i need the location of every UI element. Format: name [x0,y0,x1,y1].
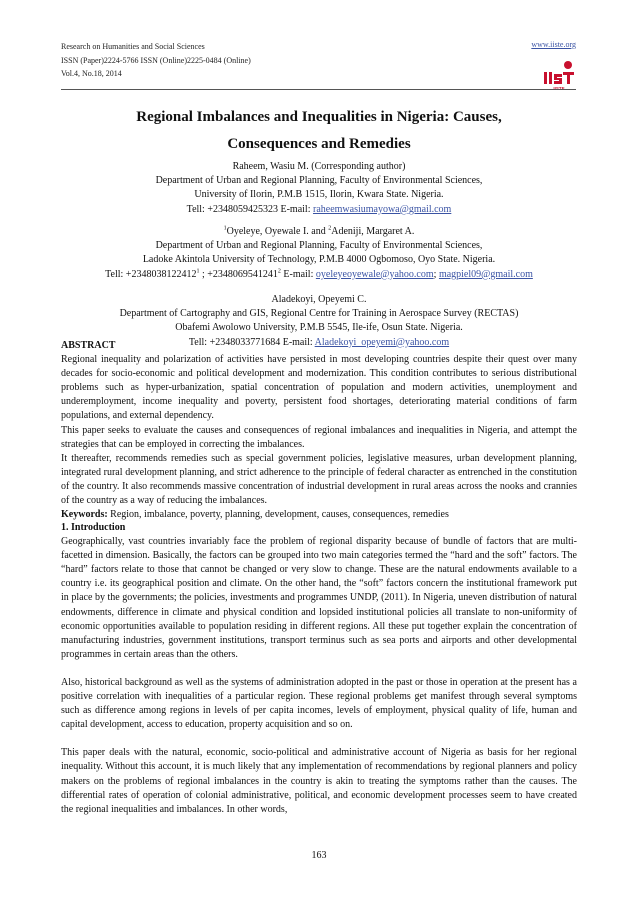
author-email-link[interactable]: raheemwasiumayowa@gmail.com [312,203,452,215]
author-department: Department of Cartography and GIS, Regional Centre for Training in Aerospace Survey (RECTAS) [119,308,519,320]
logo-dot-icon [564,61,572,69]
paper-title-line-2: Consequences and Remedies [227,136,411,152]
author-university: Obafemi Awolowo University, P.M.B 5545, Ile-ife, Osun State. Nigeria. [175,322,463,334]
author-university: Ladoke Akintola University of Technology, P.M.B 4000 Ogbomoso, Oyo State. Nigeria. [142,254,496,266]
journal-url-link[interactable]: www.iiste.org [531,40,576,49]
abstract-paragraph: It thereafter, recommends remedies such as special government policies, legislative measures, urban development planning, integrated rural development planning, and strict adherence to the principle of federal character as entrenched in the constitution of the country. It also recommends massive concentration of industrial development in rural areas across the nooks and crannies of the country as a way of reducing the imbalances. [61,452,577,507]
body-paragraph: This paper deals with the natural, economic, socio-political and administrative account of Nigeria as basis for her regional inequality. Without this account, it is much likely that any implementation of recommendations by regional planners and policy makers on the problems of regional imbalances in the country is akin to treating the symptoms rather than the causes. The differential rates of operation of colonial administrative, political, and economic development processes seem to have created the regional inequalities and imbalances. In other words, [61,747,577,815]
abstract-paragraph: Regional inequality and polarization of activities have persisted in most developing countries despite their quest over many decades for socio-economic and political development and modernization. This condition contributes to serious distributional problems such as hyper-urbanization, spatial concentration of population and modern activities, unemployment and underemployment, income inequality and poverty, persistent food shortages, deteriorating material conditions of farm populations, and external dependency. [61,354,577,422]
author-email-link[interactable]: Aladekoyi_opeyemi@yahoo.com [314,336,450,348]
author-name: Raheem, Wasiu M. (Corresponding author) [232,161,406,172]
author-contact: Tell: +2348033771684 E-mail: Aladekoyi_opeyemi@yahoo.com [188,336,450,348]
header-divider [61,89,576,90]
author-block-1 [40,160,598,217]
author-contact: Tell: +2348059425323 E-mail: raheemwasiumayowa@gmail.com [186,203,452,215]
body-paragraph: Also, historical background as well as the systems of administration adopted in the past or those in operation at the present has a positive correlation with inequalities of a particular region. These regional problems get manifest through several symptoms such as difference among regions in levels of per capita incomes, levels of employment, physical quality of life, human and capital development, access to education, property acquisition and so on. [61,676,577,731]
svg-text:IISTE: IISTE [553,86,565,91]
author-names: $^1$Oyeleye, Oyewale I. and $^2$Adeniji, Margaret A. [223,225,415,237]
body-paragraph: Geographically, vast countries invariably face the problem of regional disparity because of bundle of factors that are multi-facetted in dimension. Basically, the factors can be grouped into two main categories termed the “hard and the soft” factors. The “hard” factors relate to those that cannot be changed or very slow to change. These are the natural endowments available to a country i.e. its geographical position and climate. On the other hand, the “soft” factors concern the institutional framework put in place by the governments; the policies, investments and programmes UNDP, (2011). In Nigeria, uneven distribution of natural endowments, difference in climate and physical condition and lopsided institutional policies all translate to non-uniformity of economic opportunities available to population residing in different regions. All these put together explain the concentration of manufacturing industries, government institutions, transport terminus such as sea ports and airports and other developmental programmes in certain areas than the others. [61,536,577,660]
abstract-paragraph: This paper seeks to evaluate the causes and consequences of regional imbalances and inequalities in Nigeria, and attempt the strategies that can be employed in correcting the imbalances. [61,424,577,450]
author-name: Aladekoyi, Opeyemi C. [271,294,367,305]
page-number: 163 [311,850,327,861]
author-email-link[interactable]: oyeleyeoyewale@yahoo.com [315,268,434,280]
author-email-link-2[interactable]: magpiel09@gmail.com [438,268,533,280]
journal-volume: Vol.4, No.18, 2014 [61,69,122,78]
journal-name: Research on Humanities and Social Sciences [61,42,205,51]
paper-title-line-1: Regional Imbalances and Inequalities in Nigeria: Causes, [136,109,502,125]
author-contact: Tell: $+2348038122412^1$ ; $+2348069541241^2$ E-mail: oyeleyeoyewale@yahoo.com; magpiel09@gmail.com [105,268,533,280]
author-department: Department of Urban and Regional Planning, Faculty of Environmental Sciences, [155,175,483,187]
abstract-heading: ABSTRACT [61,340,116,351]
section-heading: 1. Introduction [61,522,126,533]
introduction-section [61,521,577,817]
iiste-logo [542,58,576,92]
abstract-section [61,336,577,522]
journal-header [61,40,251,81]
author-university: University of Ilorin, P.M.B 1515, Ilorin, Kwara State. Nigeria. [194,189,444,201]
keywords: Keywords: Region, imbalance, poverty, planning, development, causes, consequences, remedies [61,509,449,521]
journal-issn: ISSN (Paper)2224-5766 ISSN (Online)2225-0484 (Online) [61,55,251,65]
author-block-2 [40,225,598,282]
author-department: Department of Urban and Regional Planning, Faculty of Environmental Sciences, [155,240,483,252]
